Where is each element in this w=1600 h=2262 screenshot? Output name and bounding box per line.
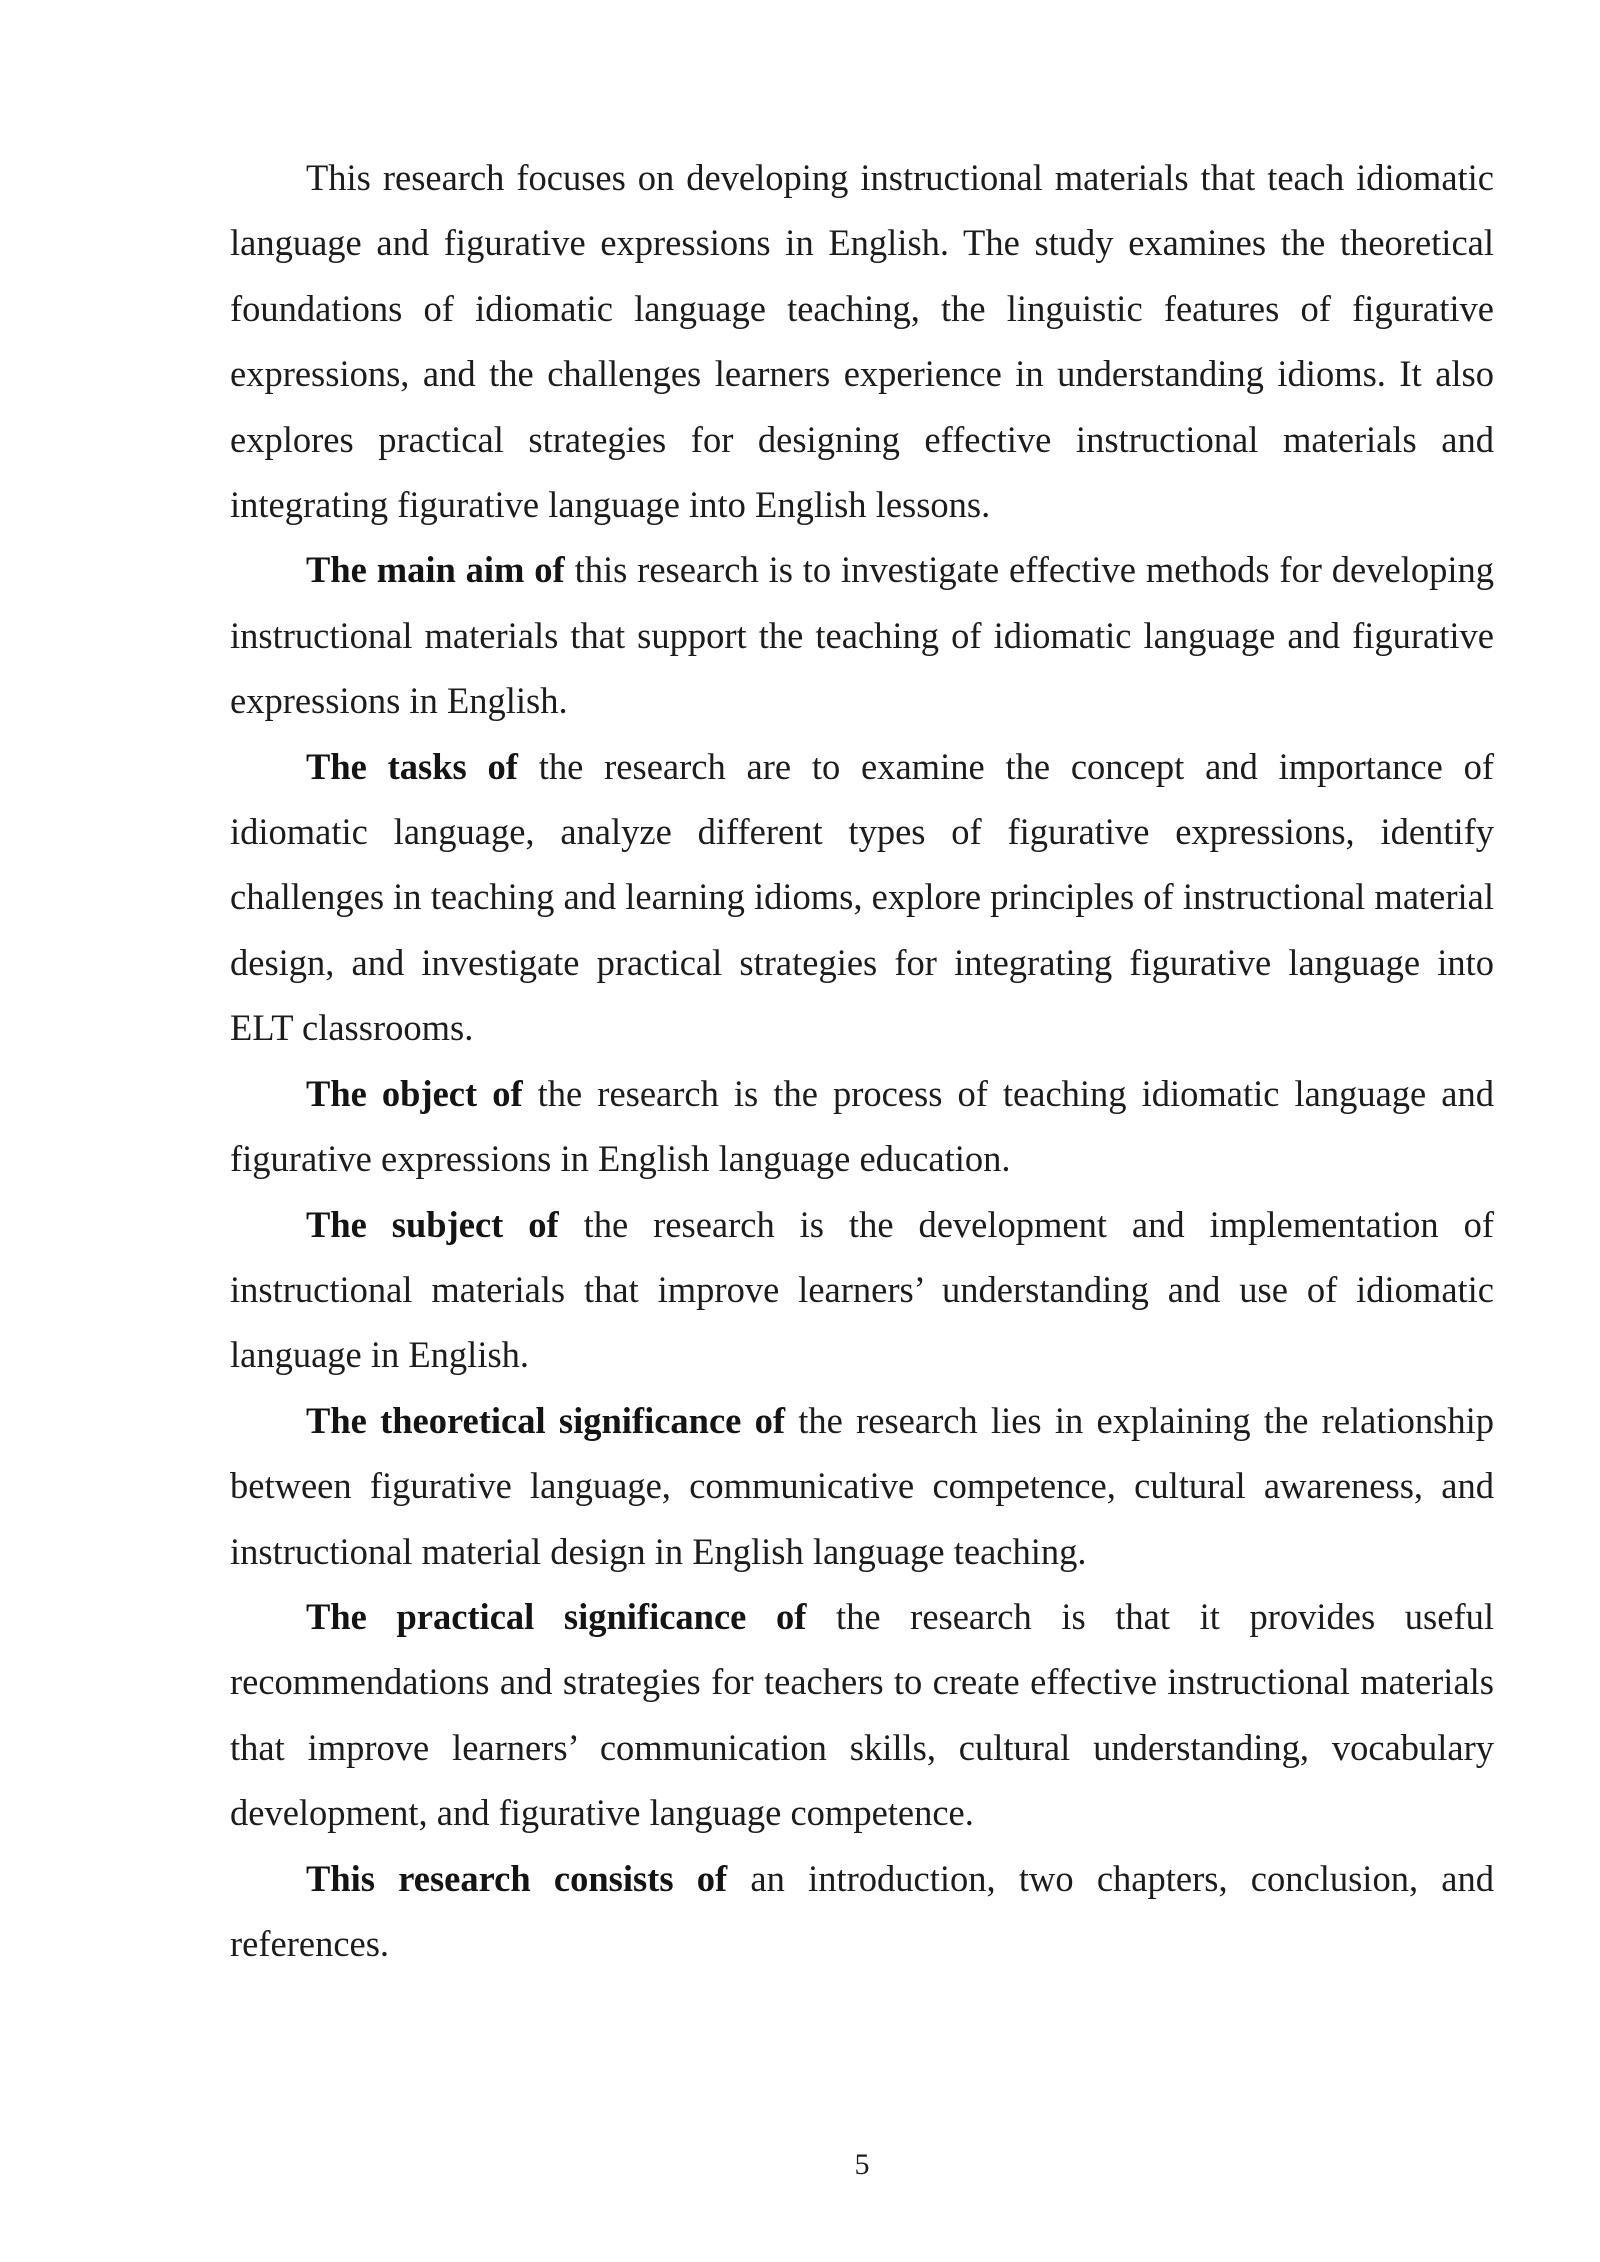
paragraph-lead: The object of (306, 1072, 523, 1114)
body-text (230, 145, 1494, 1976)
paragraph-text: the research lies in explaining the relationship between figurative language, communicative competence, cultural awareness, and instructional material design in English language teaching. (230, 1399, 1494, 1572)
paragraph-text: the research is the development and implementation of instructional materials that improve learners’ understanding and use of idiomatic language in English. (230, 1203, 1495, 1376)
page-number: 5 (854, 2148, 870, 2181)
paragraph-text: this research is to investigate effective methods for developing instructional materials that support the teaching of idiomatic language and figurative expressions in English. (230, 549, 1494, 722)
paragraph-lead: The main aim of (306, 549, 565, 591)
paragraph-structure (230, 1846, 1494, 1977)
paragraph-practical-significance (230, 1584, 1494, 1846)
paragraph-lead: The tasks of (306, 745, 518, 787)
paragraph-lead: The theoretical significance of (306, 1399, 786, 1441)
paragraph-text: an introduction, two chapters, conclusion, and references. (230, 1857, 1494, 1964)
paragraph-introduction (230, 145, 1494, 537)
paragraph-text: the research is the process of teaching idiomatic language and figurative expressions in English language education. (230, 1072, 1494, 1180)
paragraph-lead: This research consists of (306, 1857, 728, 1899)
paragraph-text: the research is that it provides useful recommendations and strategies for teachers to create effective instructional materials that improve learners’ communication skills, cultural understanding, vocabulary development, and figurative language competence. (230, 1595, 1494, 1834)
paragraph-lead: The practical significance of (306, 1595, 807, 1637)
paragraph-object (230, 1061, 1494, 1192)
paragraph-tasks (230, 734, 1494, 1061)
paragraph-main-aim (230, 537, 1494, 733)
paragraph-text: the research are to examine the concept and importance of idiomatic language, analyze different types of figurative expressions, identify challenges in teaching and learning idioms, explore principles of instructional material design, and investigate practical strategies for integrating figurative language into ELT classrooms. (230, 745, 1494, 1049)
paragraph-subject (230, 1192, 1494, 1388)
paragraph-text: This research focuses on developing instructional materials that teach idiomatic language and figurative expressions in English. The study examines the theoretical foundations of idiomatic language teaching, the linguistic features of figurative expressions, and the challenges learners experience in understanding idioms. It also explores practical strategies for designing effective instructional materials and integrating figurative language into English lessons. (230, 157, 1494, 526)
paragraph-lead: The subject of (306, 1203, 559, 1245)
paragraph-theoretical-significance (230, 1388, 1494, 1584)
